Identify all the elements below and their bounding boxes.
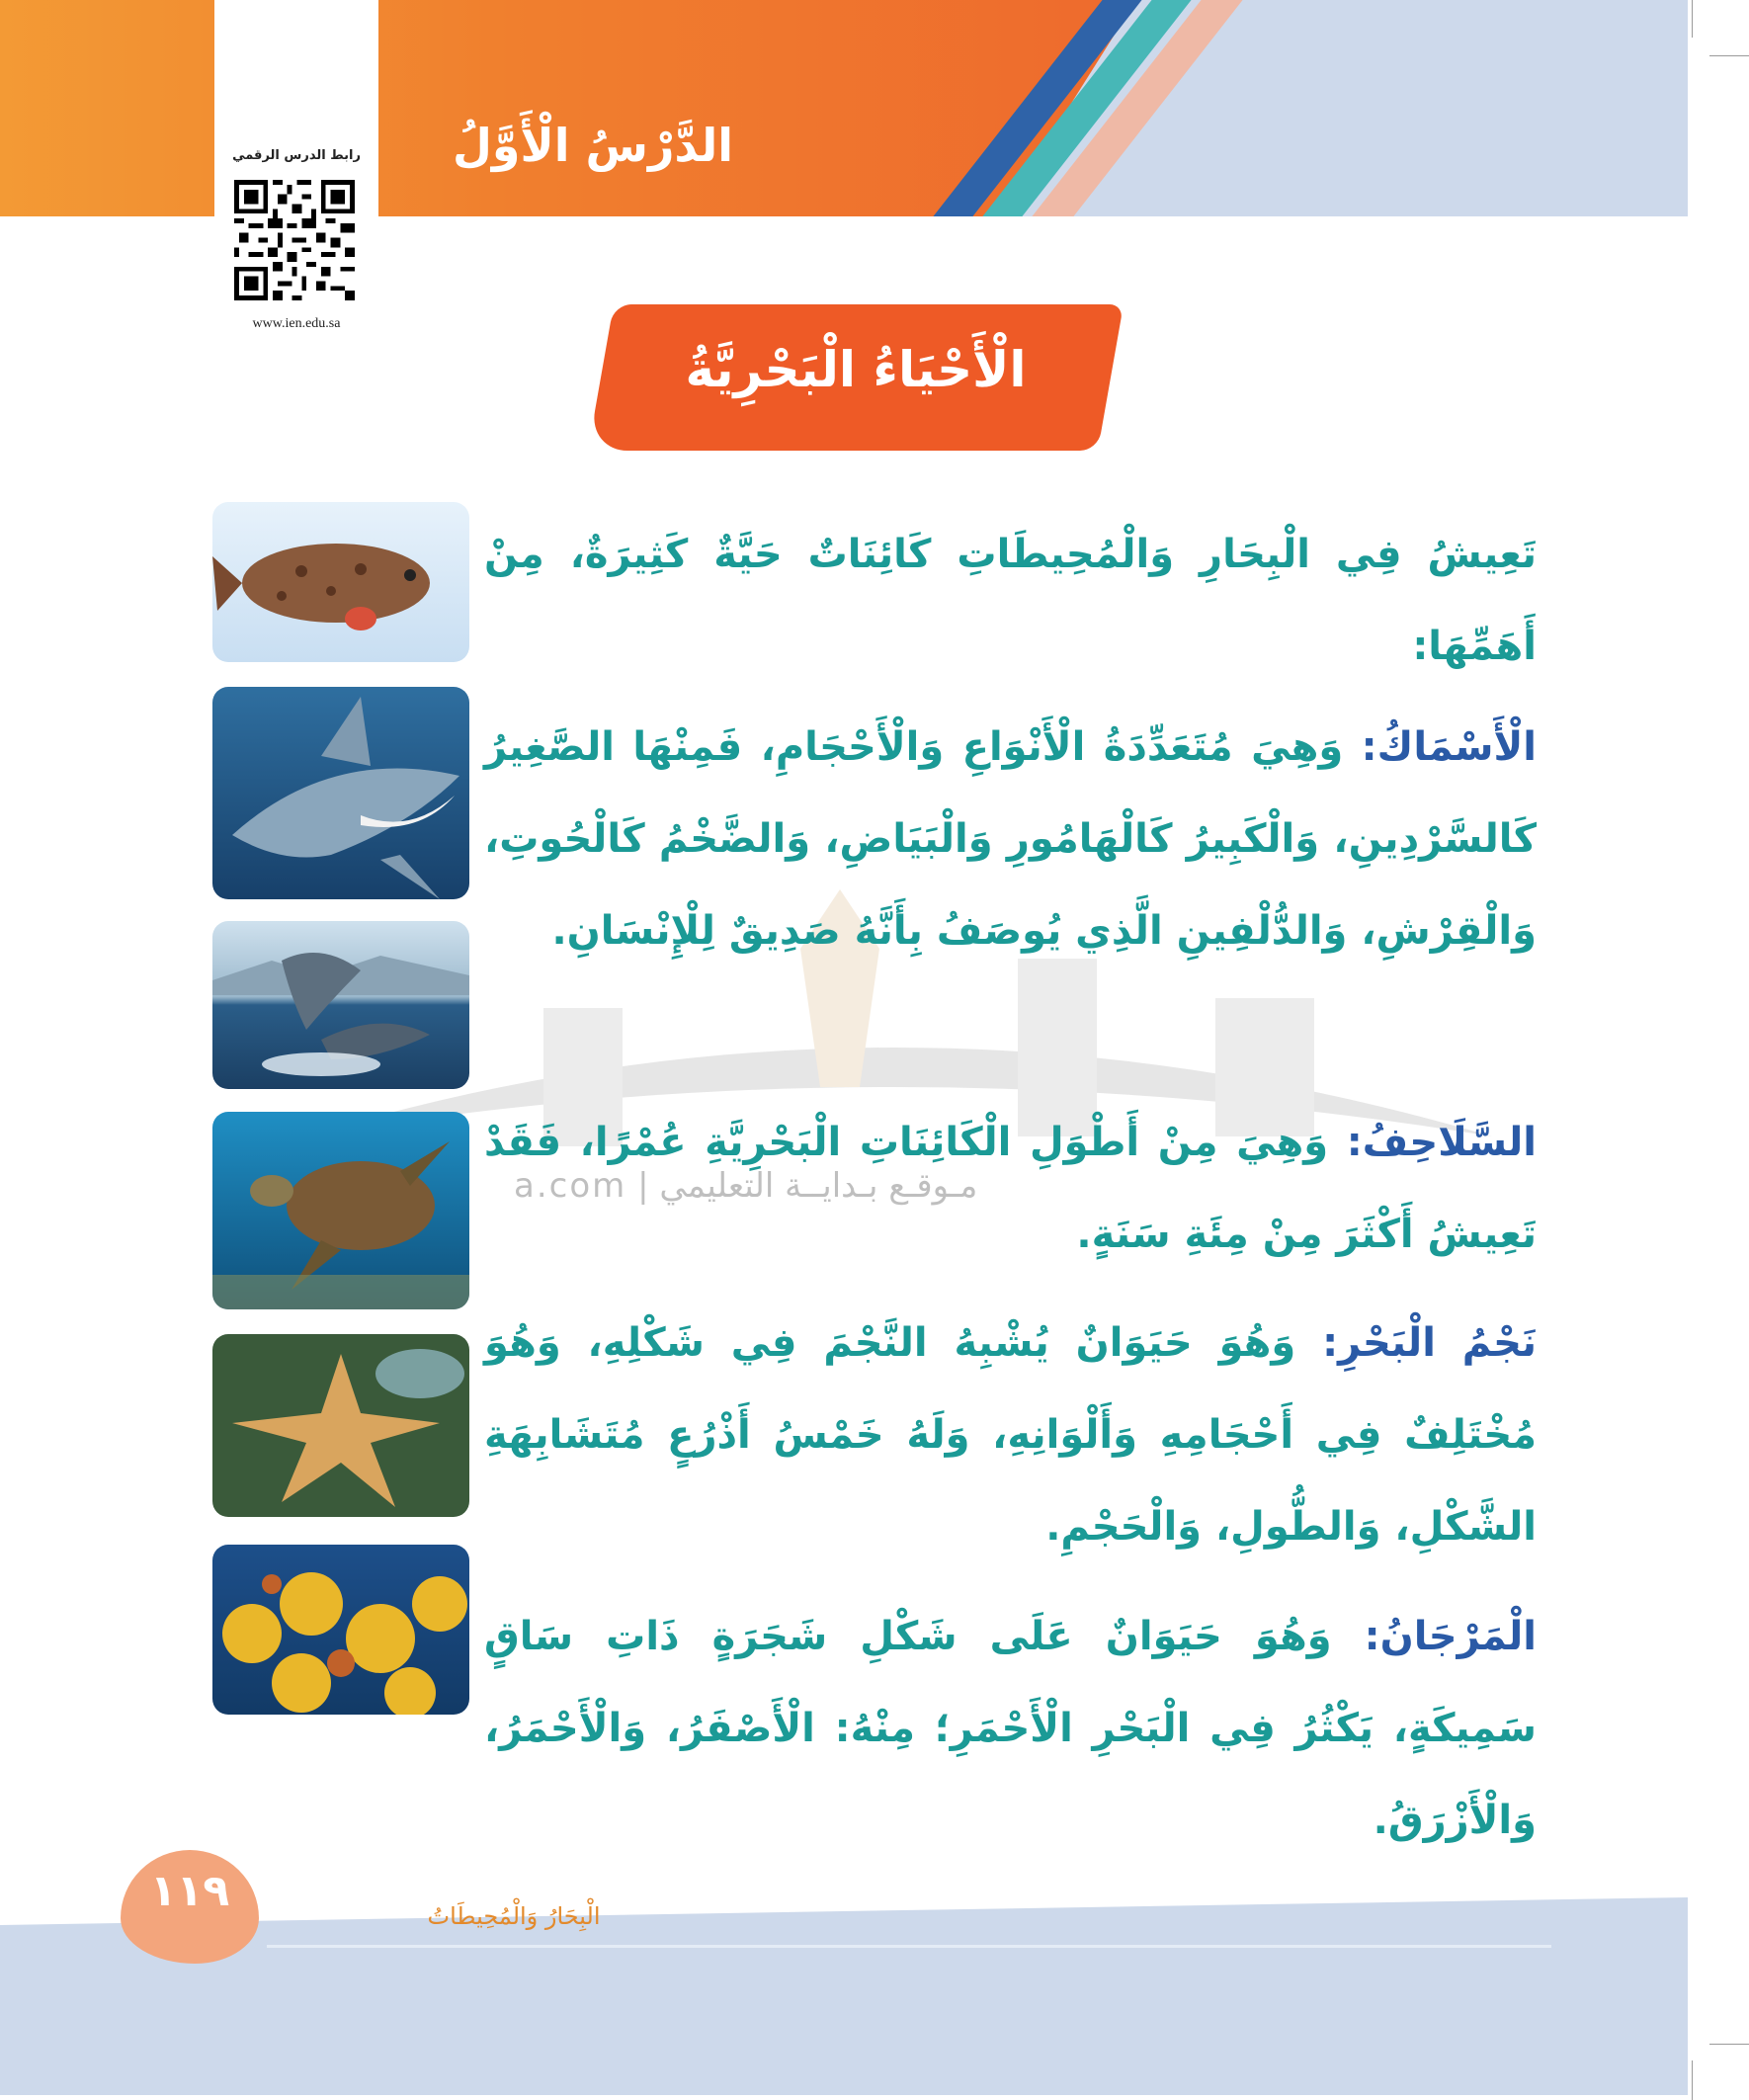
starfish-image <box>212 1334 469 1517</box>
page-title: الْأَحْيَاءُ الْبَحْرِيَّةُ <box>685 341 1027 398</box>
page-number: ١١٩ <box>149 1866 230 1916</box>
qr-label: رابط الدرس الرقمي <box>232 148 361 163</box>
coral-term: الْمَرْجَانُ: <box>1364 1614 1537 1659</box>
starfish-term: نَجْمُ الْبَحْرِ: <box>1322 1320 1537 1366</box>
coral-text: وَهُوَ حَيَوَانٌ عَلَى شَكْلِ شَجَرَةٍ ذَاتِ سَاقٍ سَمِيكَةٍ، يَكْثُرُ فِي الْبَحْرِ الْأَحْمَرِ؛ مِنْهُ: الْأَصْفَرُ، وَالْأَحْمَرُ، وَالْأَزْرَقُ. <box>484 1614 1537 1843</box>
intro-paragraph <box>484 509 1537 693</box>
qr-url[interactable]: www.ien.edu.sa <box>252 316 341 331</box>
crop-mark-bottom-right-v <box>1692 2060 1732 2100</box>
fish-paragraph <box>484 702 1537 977</box>
sea-turtle-image <box>212 1112 469 1309</box>
starfish-paragraph <box>484 1298 1537 1573</box>
intro-text: تَعِيشُ فِي الْبِحَارِ وَالْمُحِيطَاتِ كَائِنَاتٌ حَيَّةٌ كَثِيرَةٌ، مِنْ أَهَمِّهَا: <box>484 532 1537 669</box>
crop-mark-top-right <box>1709 55 1749 96</box>
coral-paragraph <box>484 1591 1537 1867</box>
watermark-text: مـوقـع بـدايــة التعليمي | a.com <box>514 1166 978 1206</box>
coral-image <box>212 1545 469 1715</box>
crop-mark-top-right-v <box>1692 0 1732 38</box>
footer-divider <box>267 1945 1551 1948</box>
turtle-term: السَّلَاحِفُ: <box>1346 1120 1537 1165</box>
lesson-title: الدَّرْسُ الْأَوَّلُ <box>452 119 734 172</box>
shark-image <box>212 687 469 899</box>
dolphin-image <box>212 921 469 1089</box>
unit-name: الْبِحَارُ وَالْمُحِيطَاتُ <box>427 1902 601 1930</box>
turtle-text: وَهِيَ مِنْ أَطْوَلِ الْكَائِنَاتِ الْبَحْرِيَّةِ عُمْرًا، فَقَدْ تَعِيشُ أَكْثَرَ مِنْ مِئَةِ سَنَةٍ. <box>484 1120 1537 1257</box>
turtle-paragraph <box>484 1097 1537 1281</box>
fish-text: وَهِيَ مُتَعَدِّدَةُ الْأَنْوَاعِ وَالْأَحْجَامِ، فَمِنْهَا الصَّغِيرُ كَالسَّرْدِينِ، وَالْكَبِيرُ كَالْهَامُورِ وَالْبَيَاضِ، وَالضَّخْمُ كَالْحُوتِ، وَالْقِرْشِ، وَالدُّلْفِينِ الَّذِي يُوصَفُ بِأَنَّهُ صَدِيقٌ لِلْإِنْسَانِ. <box>484 724 1537 954</box>
grouper-fish-image <box>212 502 469 662</box>
starfish-text: وَهُوَ حَيَوَانٌ يُشْبِهُ النَّجْمَ فِي شَكْلِهِ، وَهُوَ مُخْتَلِفٌ فِي أَحْجَامِهِ وَأَلْوَانِهِ، وَلَهُ خَمْسُ أَذْرُعٍ مُتَشَابِهَةِ الشَّكْلِ، وَالطُّولِ، وَالْحَجْمِ. <box>484 1320 1537 1550</box>
qr-code[interactable] <box>234 176 355 304</box>
fish-term: الْأَسْمَاكُ: <box>1361 724 1537 770</box>
